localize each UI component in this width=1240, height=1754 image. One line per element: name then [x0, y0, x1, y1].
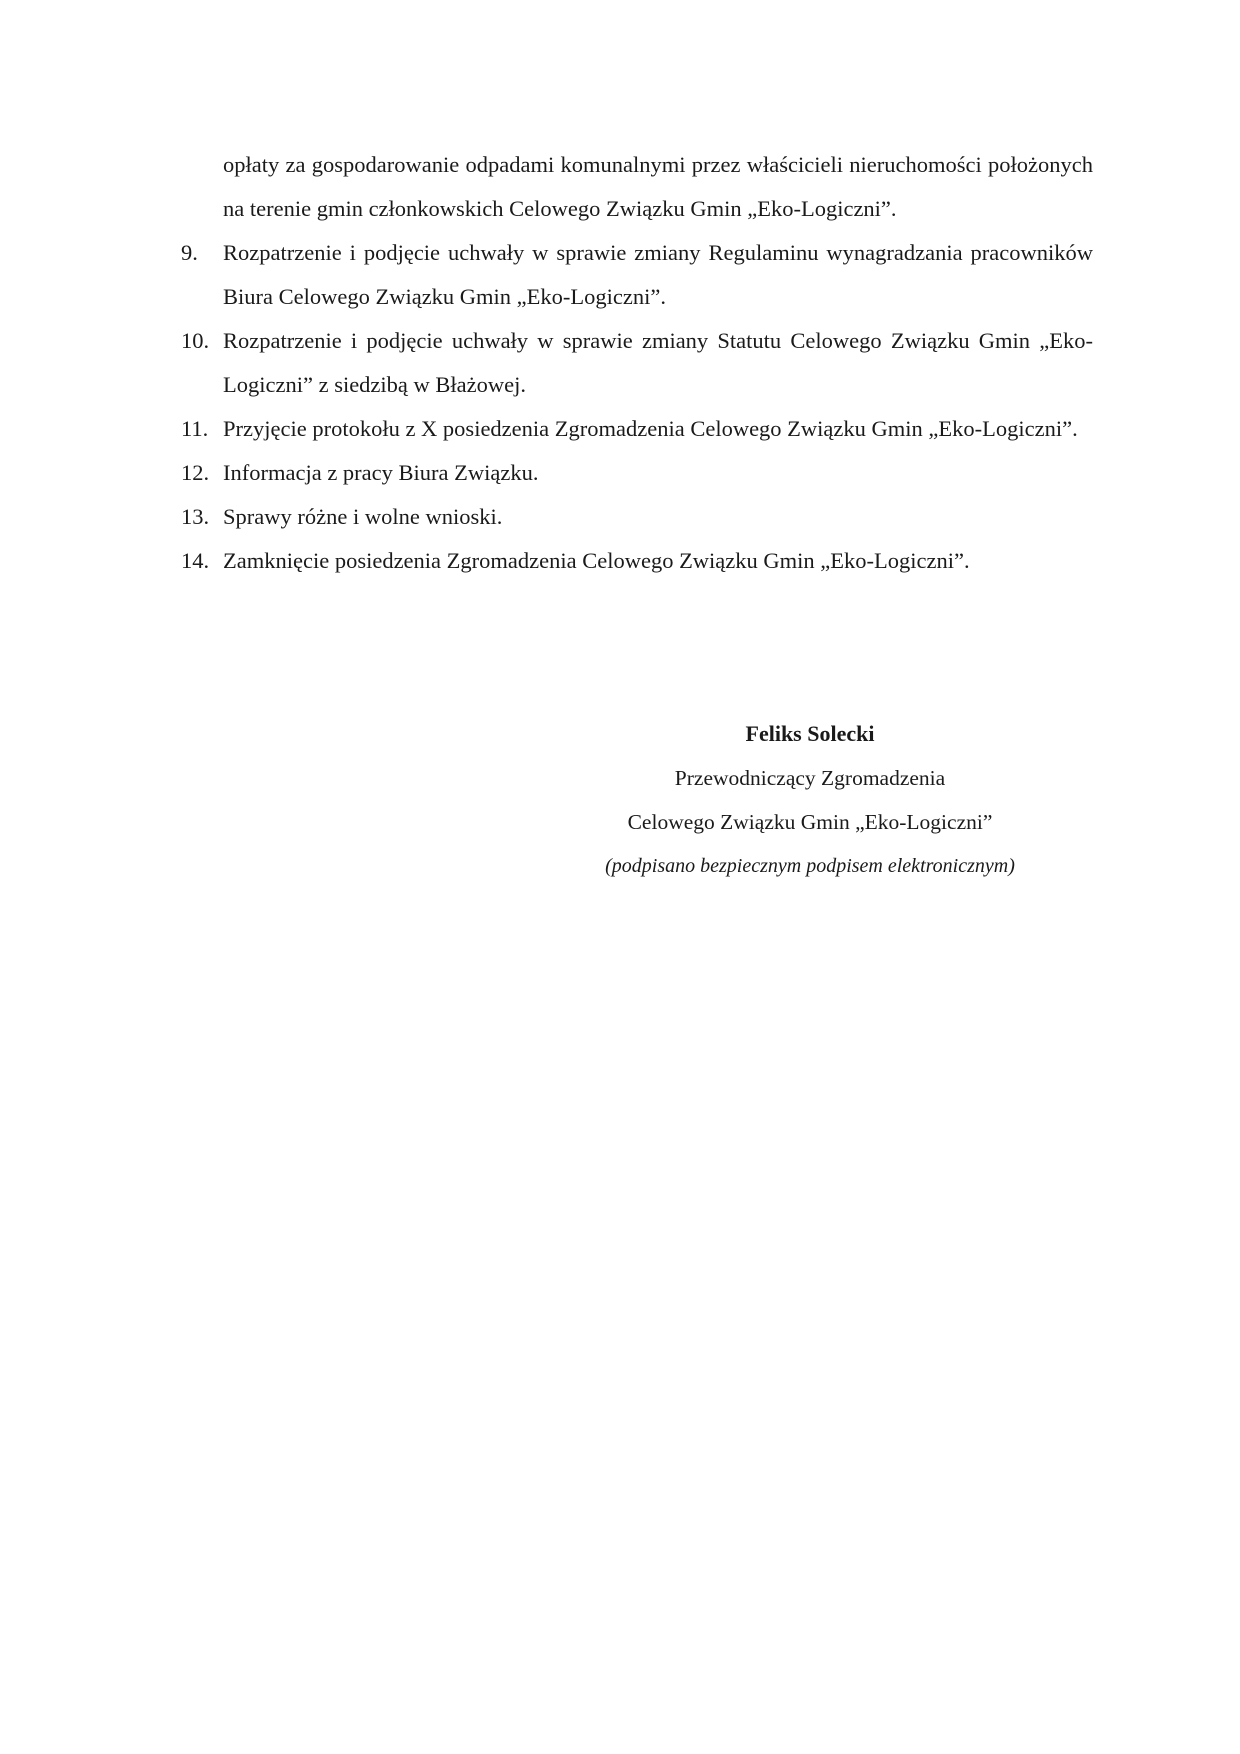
agenda-item-9 — [181, 231, 1093, 319]
agenda-item-number: 9. — [181, 240, 198, 265]
agenda-item-12 — [181, 451, 1093, 495]
agenda-list — [181, 143, 1093, 583]
agenda-item-text: Rozpatrzenie i podjęcie uchwały w sprawie zmiany Regulaminu wynagradzania pracowników Biura Celowego Związku Gmin „Eko-Logiczni”. — [223, 240, 1093, 309]
signature-note: (podpisano bezpiecznym podpisem elektronicznym) — [605, 855, 1015, 877]
agenda-item-text: Przyjęcie protokołu z X posiedzenia Zgromadzenia Celowego Związku Gmin „Eko-Logiczni”. — [223, 416, 1078, 441]
signature-block — [590, 712, 1030, 888]
signatory-name: Feliks Solecki — [745, 721, 875, 746]
agenda-item-number: 12. — [181, 460, 210, 485]
agenda-item-text: opłaty za gospodarowanie odpadami komunalnymi przez właścicieli nieruchomości położonych na terenie gmin członkowskich Celowego Związku Gmin „Eko-Logiczni”. — [223, 152, 1093, 221]
agenda-item-text: Informacja z pracy Biura Związku. — [223, 460, 539, 485]
agenda-item-number: 14. — [181, 548, 210, 573]
agenda-item-continued — [181, 143, 1093, 231]
signatory-title: Przewodniczący Zgromadzenia — [674, 766, 946, 790]
agenda-item-13 — [181, 495, 1093, 539]
agenda-item-14 — [181, 539, 1093, 583]
signatory-organization: Celowego Związku Gmin „Eko-Logiczni” — [627, 810, 993, 834]
agenda-item-number: 11. — [181, 416, 209, 441]
agenda-item-number: 13. — [181, 504, 210, 529]
agenda-item-text: Rozpatrzenie i podjęcie uchwały w sprawie zmiany Statutu Celowego Związku Gmin „Eko-Logiczni” z siedzibą w Błażowej. — [223, 328, 1093, 397]
agenda-item-number: 10. — [181, 328, 210, 353]
agenda-item-text: Sprawy różne i wolne wnioski. — [223, 504, 503, 529]
agenda-item-text: Zamknięcie posiedzenia Zgromadzenia Celowego Związku Gmin „Eko-Logiczni”. — [223, 548, 970, 573]
agenda-item-11 — [181, 407, 1093, 451]
agenda-item-10 — [181, 319, 1093, 407]
